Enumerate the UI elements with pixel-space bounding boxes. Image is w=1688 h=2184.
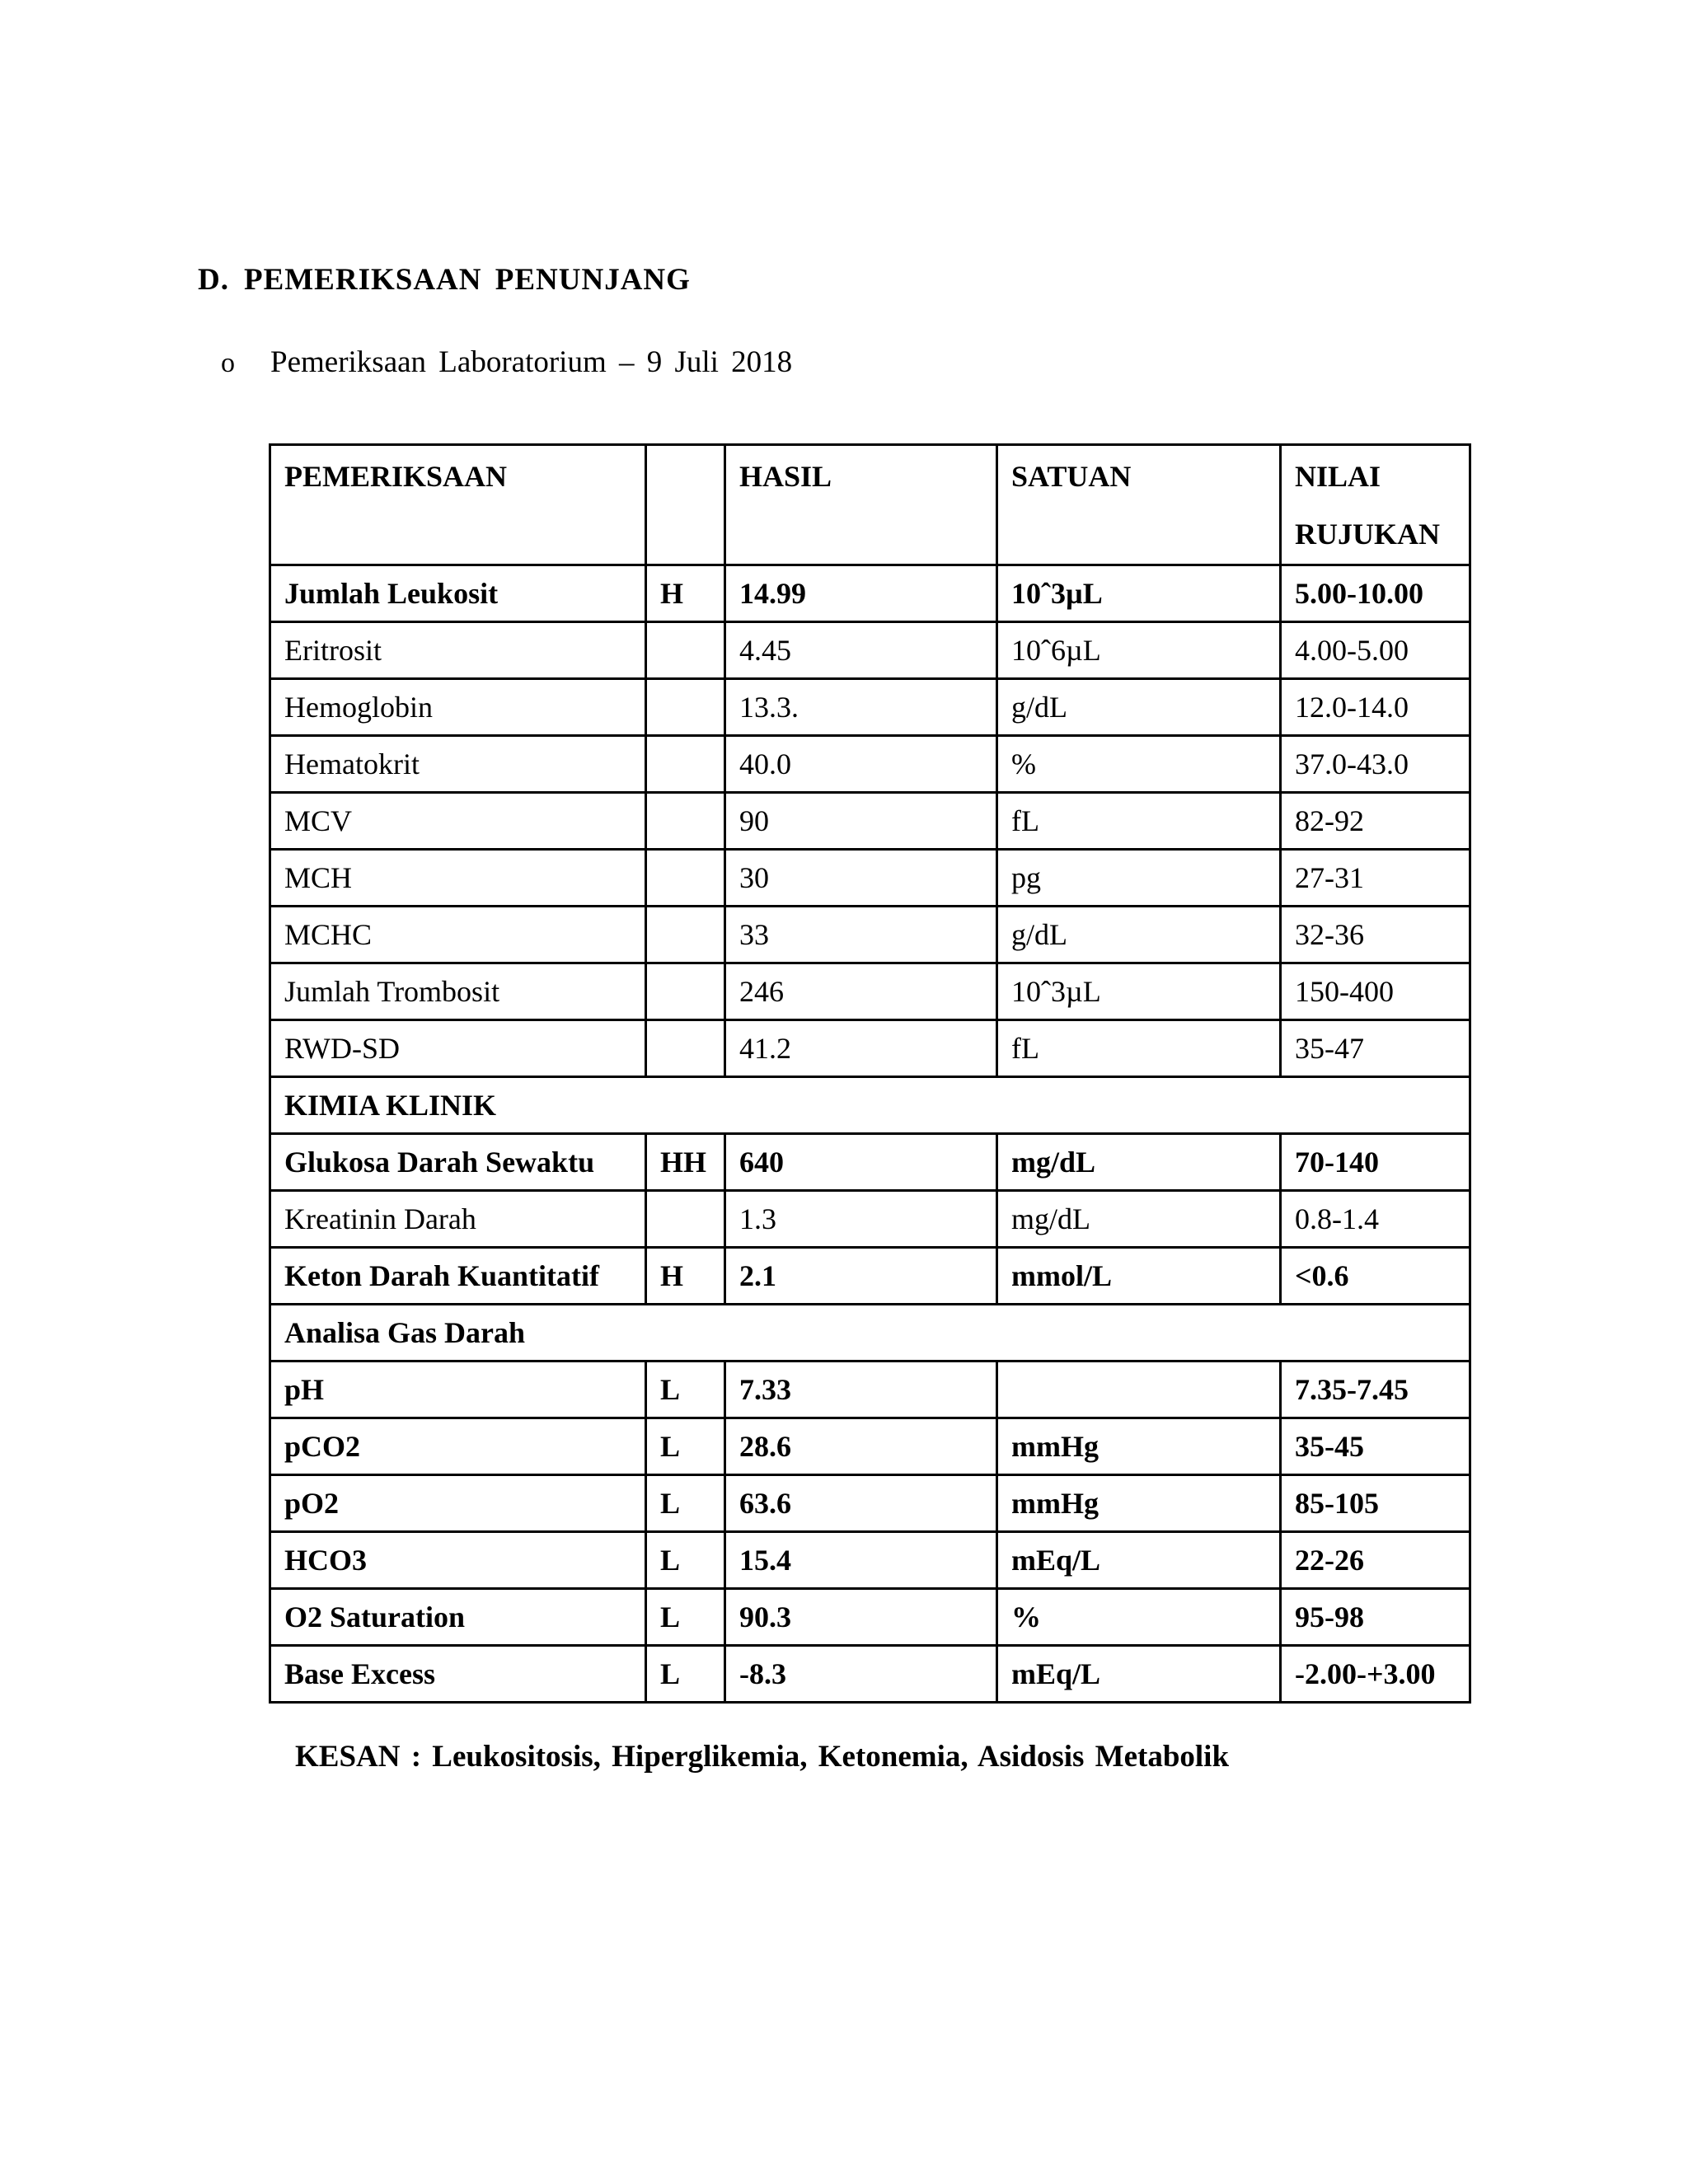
table-row <box>270 850 1470 907</box>
cell-rujukan: 150-400 <box>1281 963 1470 1020</box>
cell-flag: L <box>646 1418 725 1475</box>
table-row <box>270 1191 1470 1248</box>
cell-pemeriksaan: Base Excess <box>270 1646 646 1703</box>
lab-subheading <box>221 344 792 380</box>
cell-satuan: mg/dL <box>997 1134 1281 1191</box>
cell-flag: L <box>646 1646 725 1703</box>
cell-rujukan: 4.00-5.00 <box>1281 622 1470 679</box>
section-analisa-gas-darah-label: Analisa Gas Darah <box>270 1305 1470 1361</box>
cell-rujukan: 12.0-14.0 <box>1281 679 1470 736</box>
table-row <box>270 1475 1470 1532</box>
cell-flag: HH <box>646 1134 725 1191</box>
kesan-summary: KESAN : Leukositosis, Hiperglikemia, Ketonemia, Asidosis Metabolik <box>295 1740 1230 1774</box>
cell-rujukan: 35-45 <box>1281 1418 1470 1475</box>
table-row <box>270 1646 1470 1703</box>
section-title: PEMERIKSAAN PENUNJANG <box>243 263 691 297</box>
cell-hasil: 246 <box>725 963 997 1020</box>
cell-hasil: 13.3. <box>725 679 997 736</box>
cell-satuan: % <box>997 736 1281 793</box>
cell-rujukan: 32-36 <box>1281 907 1470 963</box>
lab-results-body <box>270 565 1470 1703</box>
cell-flag <box>646 679 725 736</box>
cell-flag: L <box>646 1589 725 1646</box>
cell-hasil: 15.4 <box>725 1532 997 1589</box>
cell-hasil: 90.3 <box>725 1589 997 1646</box>
cell-pemeriksaan: MCV <box>270 793 646 850</box>
cell-satuan: 10ˆ3µL <box>997 963 1281 1020</box>
table-row <box>270 793 1470 850</box>
cell-pemeriksaan: Eritrosit <box>270 622 646 679</box>
table-row <box>270 679 1470 736</box>
cell-flag: L <box>646 1361 725 1418</box>
cell-rujukan: 82-92 <box>1281 793 1470 850</box>
cell-rujukan: 7.35-7.45 <box>1281 1361 1470 1418</box>
cell-rujukan: 37.0-43.0 <box>1281 736 1470 793</box>
cell-pemeriksaan: pO2 <box>270 1475 646 1532</box>
cell-rujukan: <0.6 <box>1281 1248 1470 1305</box>
table-row <box>270 1418 1470 1475</box>
cell-satuan: g/dL <box>997 907 1281 963</box>
cell-flag <box>646 793 725 850</box>
cell-hasil: 41.2 <box>725 1020 997 1077</box>
cell-satuan: mEq/L <box>997 1532 1281 1589</box>
cell-satuan: mmHg <box>997 1418 1281 1475</box>
table-row <box>270 736 1470 793</box>
cell-satuan: mg/dL <box>997 1191 1281 1248</box>
cell-rujukan: 70-140 <box>1281 1134 1470 1191</box>
table-row <box>270 565 1470 622</box>
section-kimia-klinik <box>270 1077 1470 1134</box>
cell-hasil: 640 <box>725 1134 997 1191</box>
table-header-row <box>270 445 1470 565</box>
cell-satuan <box>997 1361 1281 1418</box>
section-analisa-gas-darah <box>270 1305 1470 1361</box>
cell-pemeriksaan: Jumlah Leukosit <box>270 565 646 622</box>
cell-pemeriksaan: Hematokrit <box>270 736 646 793</box>
cell-satuan: g/dL <box>997 679 1281 736</box>
cell-hasil: 90 <box>725 793 997 850</box>
cell-hasil: 1.3 <box>725 1191 997 1248</box>
cell-pemeriksaan: pCO2 <box>270 1418 646 1475</box>
cell-flag: L <box>646 1532 725 1589</box>
cell-satuan: mmHg <box>997 1475 1281 1532</box>
cell-rujukan: 85-105 <box>1281 1475 1470 1532</box>
cell-rujukan: 5.00-10.00 <box>1281 565 1470 622</box>
cell-satuan: fL <box>997 793 1281 850</box>
table-row <box>270 1589 1470 1646</box>
cell-hasil: 7.33 <box>725 1361 997 1418</box>
cell-flag <box>646 963 725 1020</box>
cell-satuan: mmol/L <box>997 1248 1281 1305</box>
cell-satuan: 10ˆ6µL <box>997 622 1281 679</box>
table-row <box>270 1248 1470 1305</box>
cell-flag <box>646 622 725 679</box>
cell-pemeriksaan: Jumlah Trombosit <box>270 963 646 1020</box>
cell-hasil: 2.1 <box>725 1248 997 1305</box>
cell-flag <box>646 907 725 963</box>
cell-hasil: 14.99 <box>725 565 997 622</box>
table-row <box>270 1361 1470 1418</box>
cell-satuan: pg <box>997 850 1281 907</box>
cell-rujukan: 27-31 <box>1281 850 1470 907</box>
cell-flag: L <box>646 1475 725 1532</box>
cell-flag <box>646 736 725 793</box>
cell-satuan: mEq/L <box>997 1646 1281 1703</box>
cell-pemeriksaan: HCO3 <box>270 1532 646 1589</box>
cell-flag <box>646 1191 725 1248</box>
cell-hasil: 4.45 <box>725 622 997 679</box>
cell-satuan: 10ˆ3µL <box>997 565 1281 622</box>
cell-flag: H <box>646 565 725 622</box>
table-row <box>270 1020 1470 1077</box>
lab-subheading-text: Pemeriksaan Laboratorium – 9 Juli 2018 <box>270 345 793 379</box>
lab-results-table <box>269 443 1471 1704</box>
section-letter: D. <box>198 263 229 297</box>
table-row <box>270 622 1470 679</box>
cell-rujukan: 0.8-1.4 <box>1281 1191 1470 1248</box>
cell-pemeriksaan: Kreatinin Darah <box>270 1191 646 1248</box>
cell-hasil: 40.0 <box>725 736 997 793</box>
cell-hasil: 63.6 <box>725 1475 997 1532</box>
cell-pemeriksaan: MCH <box>270 850 646 907</box>
section-heading <box>198 262 691 298</box>
section-kimia-klinik-label: KIMIA KLINIK <box>270 1077 1470 1134</box>
cell-hasil: -8.3 <box>725 1646 997 1703</box>
cell-pemeriksaan: Glukosa Darah Sewaktu <box>270 1134 646 1191</box>
cell-pemeriksaan: O2 Saturation <box>270 1589 646 1646</box>
header-satuan: SATUAN <box>997 445 1281 565</box>
cell-rujukan: -2.00-+3.00 <box>1281 1646 1470 1703</box>
cell-pemeriksaan: pH <box>270 1361 646 1418</box>
cell-hasil: 28.6 <box>725 1418 997 1475</box>
table-row <box>270 1134 1470 1191</box>
header-pemeriksaan: PEMERIKSAAN <box>270 445 646 565</box>
cell-flag <box>646 1020 725 1077</box>
bullet-marker: o <box>221 348 235 378</box>
cell-flag <box>646 850 725 907</box>
cell-flag: H <box>646 1248 725 1305</box>
header-nilai-rujukan: NILAI RUJUKAN <box>1281 445 1470 565</box>
cell-pemeriksaan: Hemoglobin <box>270 679 646 736</box>
cell-pemeriksaan: RWD-SD <box>270 1020 646 1077</box>
table-row <box>270 907 1470 963</box>
cell-satuan: fL <box>997 1020 1281 1077</box>
table-row <box>270 963 1470 1020</box>
table-row <box>270 1532 1470 1589</box>
cell-satuan: % <box>997 1589 1281 1646</box>
cell-pemeriksaan: MCHC <box>270 907 646 963</box>
cell-hasil: 33 <box>725 907 997 963</box>
cell-rujukan: 22-26 <box>1281 1532 1470 1589</box>
header-flag <box>646 445 725 565</box>
cell-pemeriksaan: Keton Darah Kuantitatif <box>270 1248 646 1305</box>
cell-hasil: 30 <box>725 850 997 907</box>
cell-rujukan: 35-47 <box>1281 1020 1470 1077</box>
cell-rujukan: 95-98 <box>1281 1589 1470 1646</box>
header-hasil: HASIL <box>725 445 997 565</box>
